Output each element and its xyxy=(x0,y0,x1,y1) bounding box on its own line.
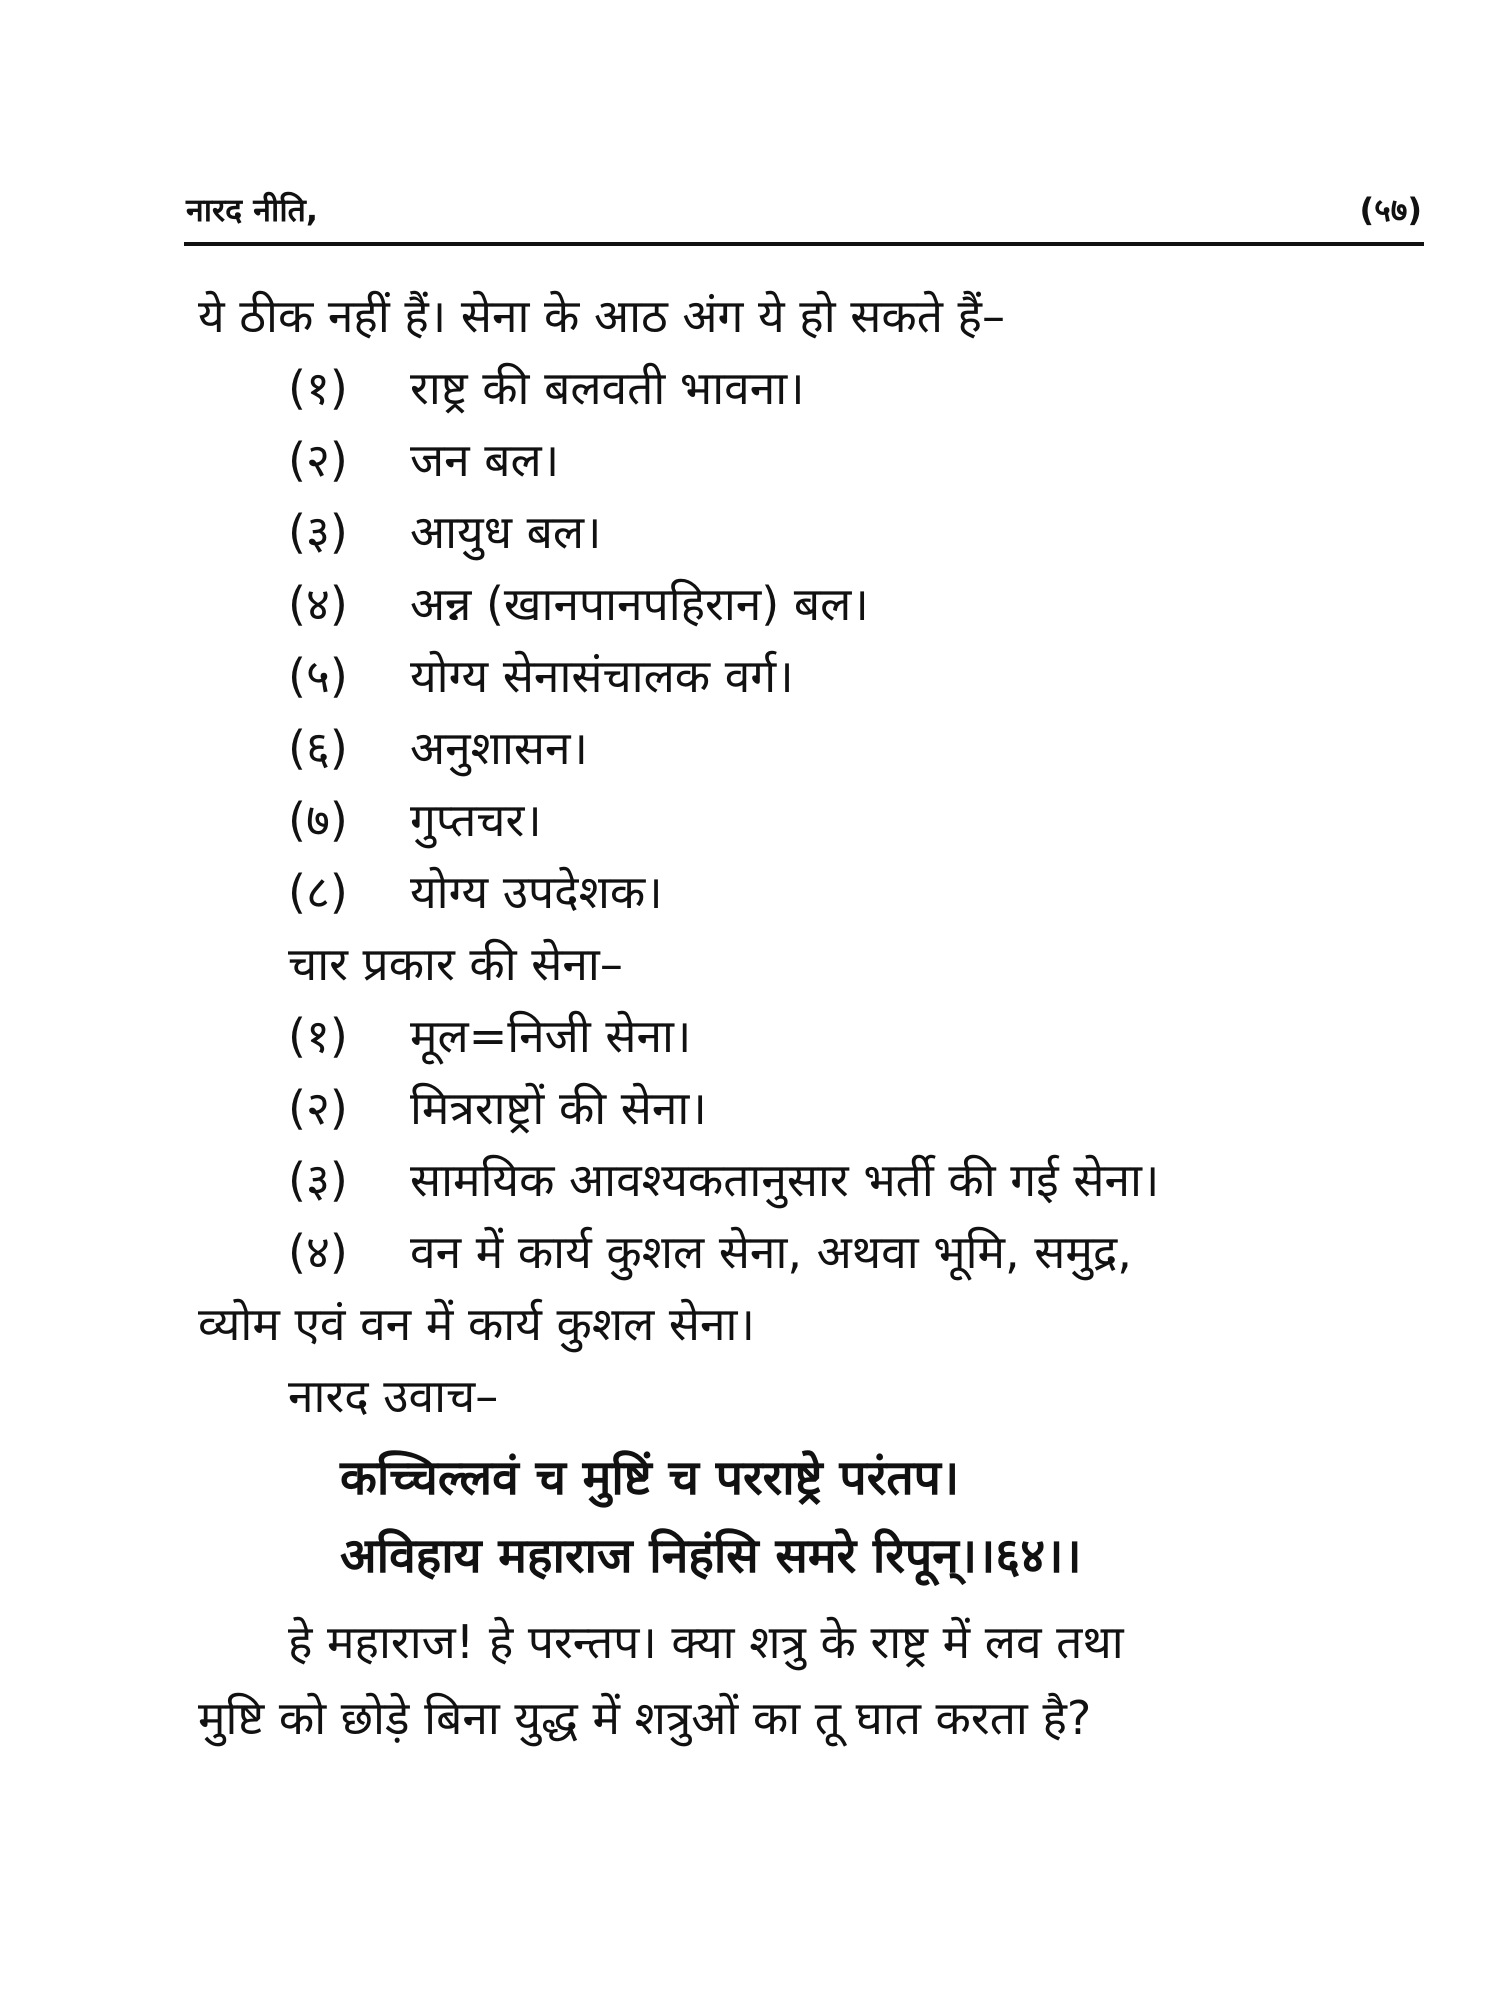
item-text: आयुध बल। xyxy=(410,505,602,559)
verse-line: कच्चिल्लवं च मुष्टिं च परराष्ट्रे परंतप। xyxy=(340,1450,960,1506)
item-number: (३) xyxy=(288,1153,348,1207)
page-number: (५७) xyxy=(1359,191,1422,229)
section-heading: चार प्रकार की सेना– xyxy=(288,937,623,991)
page-header xyxy=(186,188,1422,238)
item-number: (२) xyxy=(288,433,348,487)
verse-line: अविहाय महाराज निहंसि समरे रिपून्।।६४।। xyxy=(340,1528,1082,1584)
item-text: योग्य सेनासंचालक वर्ग। xyxy=(410,649,794,703)
item-number: (३) xyxy=(288,505,348,559)
item-text: वन में कार्य कुशल सेना, अथवा भूमि, समुद्र, xyxy=(410,1225,1132,1279)
list-item xyxy=(288,790,542,850)
list-item xyxy=(288,646,794,706)
item-number: (४) xyxy=(288,577,348,631)
item-text: मित्रराष्ट्रों की सेना। xyxy=(410,1081,707,1135)
item-text: अन्न (खानपानपहिरान) बल। xyxy=(410,577,869,631)
translation-line: मुष्टि को छोड़े बिना युद्ध में शत्रुओं का तू घात करता है? xyxy=(198,1691,1092,1745)
item-number: (६) xyxy=(288,721,348,775)
item-text: योग्य उपदेशक। xyxy=(410,865,663,919)
list-item xyxy=(288,1078,707,1138)
list-item xyxy=(288,574,869,634)
running-title: नारद नीति, xyxy=(186,191,319,229)
item-number: (५) xyxy=(288,649,348,703)
header-rule xyxy=(184,242,1424,246)
item-text: गुप्तचर। xyxy=(410,793,542,847)
list-item xyxy=(288,358,805,418)
item-number: (१) xyxy=(288,361,348,415)
item-number: (७) xyxy=(288,793,348,847)
list-item xyxy=(288,502,602,562)
list-item xyxy=(288,1222,1132,1282)
item-number: (४) xyxy=(288,1225,348,1279)
item-number: (८) xyxy=(288,865,348,919)
item-text: मूल=निजी सेना। xyxy=(410,1009,692,1063)
intro-line: ये ठीक नहीं हैं। सेना के आठ अंग ये हो सकते हैं– xyxy=(198,289,1005,343)
speaker-label: नारद उवाच– xyxy=(288,1369,499,1423)
item-text: अनुशासन। xyxy=(410,721,588,775)
translation-line: हे महाराज! हे परन्तप। क्या शत्रु के राष्ट्र में लव तथा xyxy=(288,1615,1124,1669)
item-text: जन बल। xyxy=(410,433,560,487)
list-item xyxy=(288,718,588,778)
list-item xyxy=(288,430,559,490)
list-item xyxy=(288,1006,691,1066)
item-number: (१) xyxy=(288,1009,348,1063)
item-text: सामयिक आवश्यकतानुसार भर्ती की गई सेना। xyxy=(410,1153,1160,1207)
list-item-continuation: व्योम एवं वन में कार्य कुशल सेना। xyxy=(198,1297,755,1351)
list-item xyxy=(288,1150,1159,1210)
item-text: राष्ट्र की बलवती भावना। xyxy=(410,361,805,415)
item-number: (२) xyxy=(288,1081,348,1135)
list-item xyxy=(288,862,663,922)
